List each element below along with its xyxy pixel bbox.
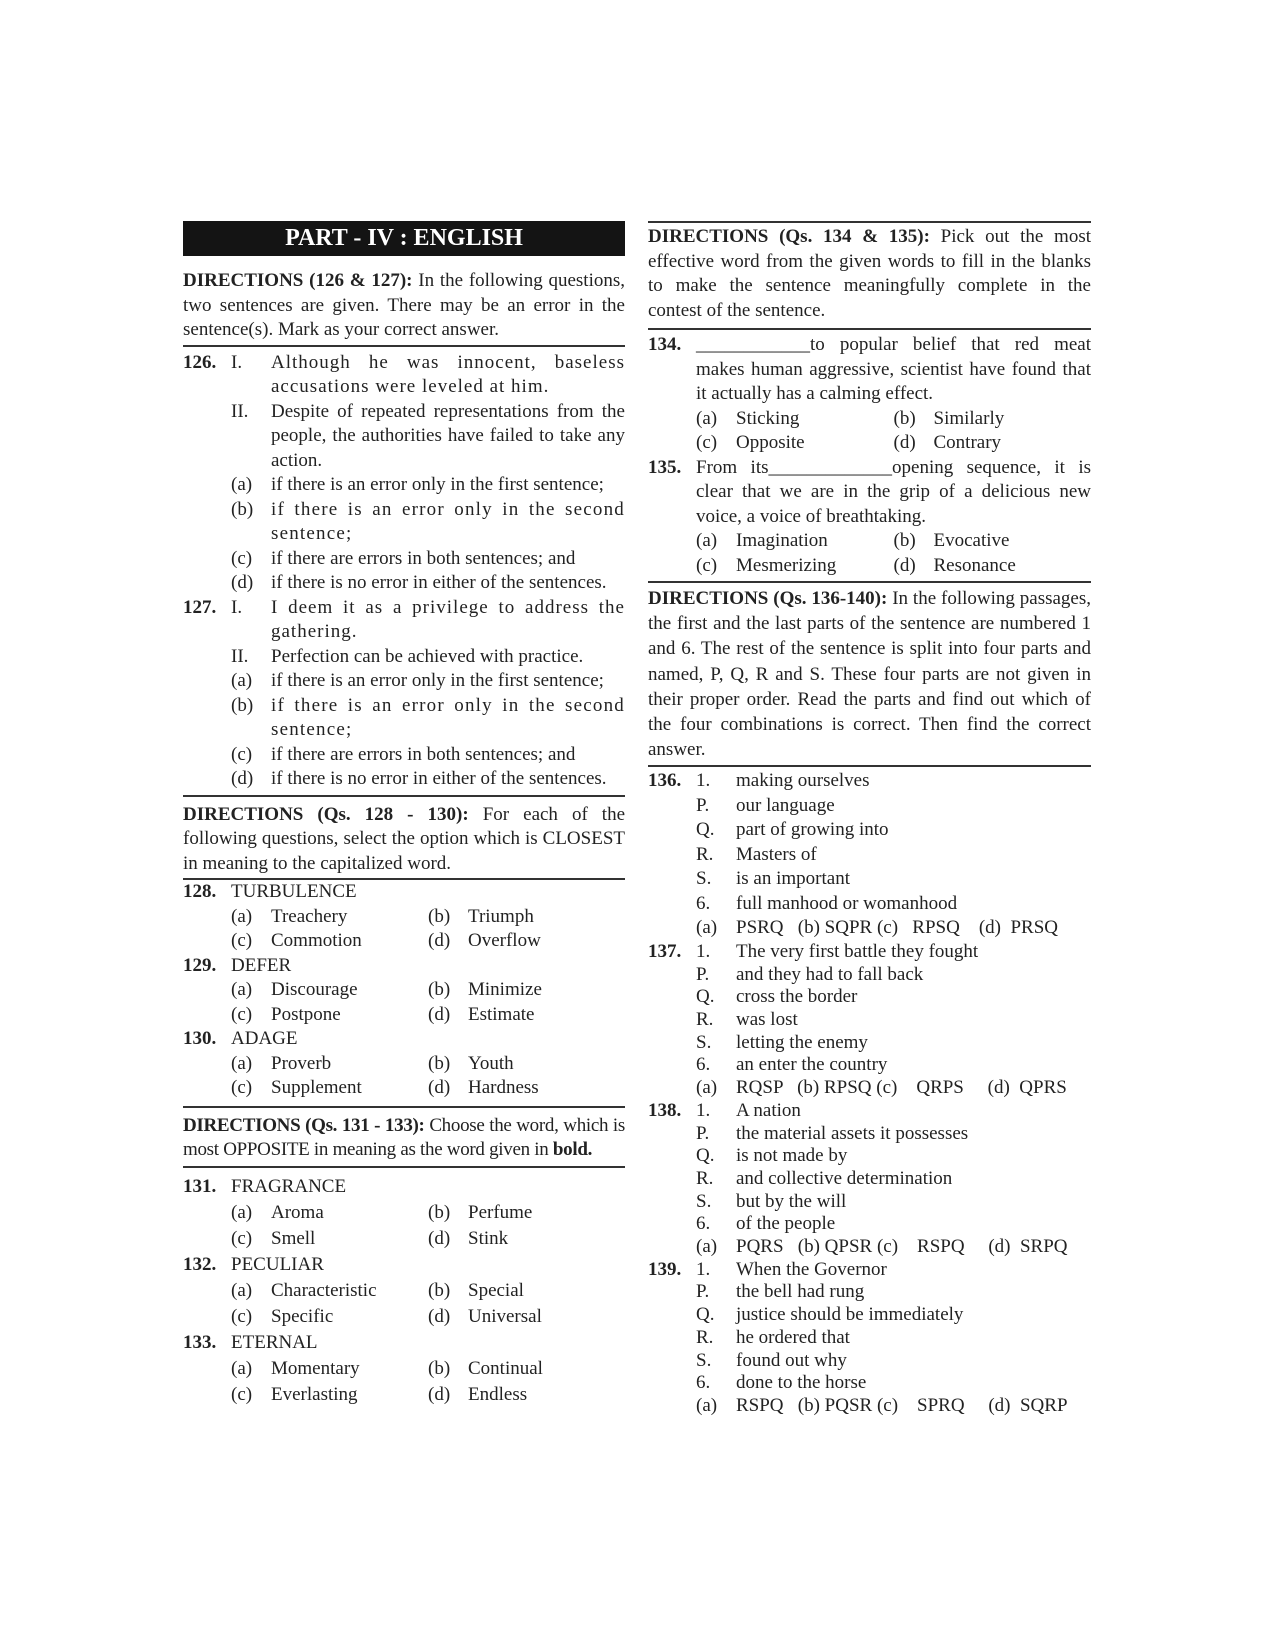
question-word: ADAGE [231, 1028, 298, 1049]
sentence-label: I. [231, 596, 243, 618]
option-a[interactable]: Discourage [271, 979, 358, 1000]
option-label: (a) [231, 474, 253, 495]
directions-heading: DIRECTIONS (Qs. 131 - 133): [183, 1114, 425, 1136]
answer-options[interactable]: RSPQ (b) PQSR (c) SPRQ (d) SQRP [736, 1394, 1068, 1416]
part-label: R. [696, 1009, 714, 1031]
part-label: Q. [696, 1145, 715, 1167]
option-label: (a) [696, 407, 718, 429]
option-label: (a) [231, 670, 253, 691]
part-label: 1. [696, 770, 711, 792]
option-b[interactable]: Youth [468, 1052, 514, 1074]
option-d[interactable]: if there is no error in either of the sentences. [271, 768, 607, 789]
question-139 [648, 1259, 1091, 1418]
divider [183, 1106, 625, 1108]
option-c[interactable]: Specific [271, 1305, 334, 1327]
option-label: (b) [893, 407, 916, 429]
part-label: 1. [696, 940, 711, 962]
option-c[interactable]: Commotion [271, 930, 362, 951]
sentence-label: II. [231, 400, 249, 422]
option-c[interactable]: Supplement [271, 1077, 362, 1098]
option-label: (c) [231, 1305, 253, 1327]
option-label: (b) [231, 498, 254, 520]
option-c[interactable]: Everlasting [271, 1383, 358, 1405]
question-word: FRAGRANCE [231, 1175, 347, 1197]
part-s: letting the enemy [736, 1031, 868, 1053]
option-label: (c) [231, 1077, 253, 1098]
option-c[interactable]: Mesmerizing [736, 554, 837, 576]
part-label: P. [696, 794, 710, 816]
option-d[interactable]: Stink [468, 1227, 509, 1249]
part-label: S. [696, 868, 712, 890]
question-number: 136. [648, 770, 682, 792]
question-134 [648, 333, 1091, 456]
part-6: done to the horse [736, 1372, 867, 1394]
option-a[interactable]: if there is an error only in the first sentence; [271, 474, 604, 495]
directions-134-135 [648, 225, 1091, 323]
option-a[interactable]: Characteristic [271, 1279, 377, 1301]
sentence-2: Perfection can be achieved with practice. [271, 645, 584, 667]
option-d[interactable]: Hardness [468, 1077, 539, 1098]
option-d[interactable]: Overflow [468, 930, 541, 951]
part-label: Q. [696, 986, 715, 1008]
question-number: 129. [183, 954, 217, 976]
directions-heading: DIRECTIONS (Qs. 128 - 130): [183, 803, 469, 825]
right-column [648, 221, 1091, 1418]
left-column [183, 221, 625, 1408]
question-word: DEFER [231, 954, 292, 976]
question-130 [183, 1027, 625, 1101]
question-135 [648, 456, 1091, 579]
option-a[interactable]: Momentary [271, 1357, 360, 1379]
directions-text: In the following questions, two sentences are given. There may be an error in the sentence(s). Mark as your correct answer. [183, 270, 625, 340]
option-label: (d) [428, 930, 451, 951]
directions-text: In the following passages, the first and the last parts of the sentence are numbered 1 and 6. The rest of the sentence is split into four parts and named, P, Q, R and S. These four parts are not given in their proper order. Read the parts and find out which of the four combinations is correct. Then find the correct answer. [648, 588, 1091, 761]
directions-heading: DIRECTIONS (126 & 127): [183, 270, 413, 291]
option-label: (a) [231, 979, 253, 1000]
option-b[interactable]: Similarly [933, 407, 1005, 429]
part-1: The very first battle they fought [736, 940, 979, 962]
answer-options[interactable]: PSRQ (b) SQPR (c) RPSQ (d) PRSQ [736, 917, 1059, 939]
part-label: P. [696, 1281, 710, 1303]
question-text: From its_____________opening sequence, it is clear that we are in the grip of a delicious new voice, a voice of breathtaking. [696, 456, 1091, 527]
part-label: R. [696, 1167, 714, 1189]
option-c[interactable]: Postpone [271, 1003, 341, 1025]
question-number: 137. [648, 940, 682, 962]
option-c[interactable]: Smell [271, 1227, 316, 1249]
option-b[interactable]: if there is an error only in the second sentence; [271, 498, 625, 544]
option-label: (c) [231, 1003, 253, 1025]
question-number: 126. [183, 351, 217, 373]
option-b[interactable]: Perfume [468, 1201, 533, 1223]
option-label: (b) [428, 1052, 451, 1074]
option-label: (a) [231, 1357, 253, 1379]
option-label: (a) [231, 1052, 253, 1074]
part-label: R. [696, 843, 714, 865]
part-label: R. [696, 1326, 714, 1348]
option-label: (c) [696, 432, 718, 453]
option-c[interactable]: Opposite [736, 432, 805, 453]
part-q: justice should be immediately [736, 1304, 964, 1326]
question-131 [183, 1174, 625, 1252]
part-label: Q. [696, 819, 715, 841]
part-label: P. [696, 963, 710, 985]
question-number: 138. [648, 1099, 682, 1121]
question-number: 132. [183, 1253, 217, 1275]
directions-128-130 [183, 803, 625, 877]
option-b[interactable]: Triumph [468, 905, 534, 927]
option-label: (b) [428, 1201, 451, 1223]
part-6: an enter the country [736, 1054, 888, 1076]
sentence-label: II. [231, 645, 249, 667]
question-number: 130. [183, 1028, 217, 1049]
part-s: but by the will [736, 1190, 847, 1212]
option-label: (d) [428, 1227, 451, 1249]
divider [648, 765, 1091, 767]
option-label: (b) [428, 1279, 451, 1301]
part-label: 6. [696, 1372, 711, 1394]
option-label: (c) [231, 1383, 253, 1405]
option-b[interactable]: Continual [468, 1357, 543, 1379]
option-label: (d) [428, 1305, 451, 1327]
option-label: (c) [231, 547, 253, 569]
question-136 [648, 769, 1091, 941]
option-b[interactable]: Minimize [468, 979, 542, 1000]
option-label: (a) [696, 530, 718, 551]
part-r: was lost [736, 1009, 798, 1031]
option-a[interactable]: Aroma [271, 1201, 324, 1223]
divider [183, 345, 625, 347]
option-label: (a) [696, 1394, 718, 1416]
question-128 [183, 880, 625, 954]
option-label: (a) [696, 1077, 718, 1099]
question-126 [183, 351, 625, 596]
option-b[interactable]: if there is an error only in the second sentence; [271, 694, 625, 740]
option-label: (c) [696, 554, 718, 576]
question-132 [183, 1252, 625, 1330]
divider [183, 1166, 625, 1168]
part-label: S. [696, 1349, 712, 1371]
part-title: PART - IV : ENGLISH [183, 221, 625, 256]
sentence-1: Although he was innocent, baseless accusations were leveled at him. [271, 351, 625, 397]
divider [183, 795, 625, 797]
option-d[interactable]: Estimate [468, 1003, 535, 1025]
part-r: he ordered that [736, 1326, 850, 1348]
option-a[interactable]: Imagination [736, 530, 828, 551]
part-p: our language [736, 794, 835, 816]
sentence-1: I deem it as a privilege to address the gathering. [271, 596, 625, 642]
part-label: Q. [696, 1304, 715, 1326]
part-label: P. [696, 1122, 710, 1144]
part-label: S. [696, 1190, 712, 1212]
option-d[interactable]: Universal [468, 1305, 542, 1327]
option-label: (d) [428, 1383, 451, 1405]
part-q: is not made by [736, 1145, 848, 1167]
option-label: (d) [893, 432, 916, 453]
question-133 [183, 1330, 625, 1408]
option-label: (a) [231, 1279, 253, 1301]
option-label: (a) [231, 905, 253, 927]
option-label: (d) [428, 1003, 451, 1025]
question-138 [648, 1100, 1091, 1259]
option-d[interactable]: Endless [468, 1383, 528, 1405]
option-d[interactable]: Resonance [933, 554, 1016, 576]
sentence-label: I. [231, 351, 243, 373]
option-a[interactable]: if there is an error only in the first sentence; [271, 670, 604, 691]
option-c[interactable]: if there are errors in both sentences; and [271, 547, 576, 569]
question-number: 139. [648, 1258, 682, 1280]
question-137 [648, 941, 1091, 1100]
option-label: (b) [428, 979, 451, 1000]
option-a[interactable]: Sticking [736, 407, 800, 429]
part-s: found out why [736, 1349, 847, 1371]
option-label: (c) [231, 1227, 253, 1249]
option-d[interactable]: if there is no error in either of the sentences. [271, 572, 607, 593]
option-c[interactable]: if there are errors in both sentences; and [271, 743, 576, 765]
option-label: (b) [428, 905, 451, 927]
part-6: of the people [736, 1213, 836, 1235]
part-label: 6. [696, 1213, 711, 1235]
part-p: and they had to fall back [736, 963, 924, 985]
question-number: 133. [183, 1331, 217, 1353]
part-r: Masters of [736, 843, 817, 865]
part-1: When the Governor [736, 1258, 887, 1280]
part-6: full manhood or womanhood [736, 892, 958, 914]
directions-bold-word: bold. [552, 1139, 593, 1160]
divider [648, 581, 1091, 583]
question-number: 127. [183, 596, 217, 618]
part-1: A nation [736, 1099, 801, 1121]
directions-heading: DIRECTIONS (Qs. 136-140): [648, 588, 888, 609]
part-label: 1. [696, 1258, 711, 1280]
directions-text: For each of the following questions, select the option which is CLOSEST in meaning to the capitalized word. [183, 803, 626, 874]
directions-heading: DIRECTIONS (Qs. 134 & 135): [648, 226, 930, 247]
option-label: (d) [231, 572, 254, 593]
question-number: 134. [648, 334, 682, 355]
part-p: the material assets it possesses [736, 1122, 969, 1144]
directions-text: Choose the word, which is most OPPOSITE in meaning as the word given in [183, 1114, 626, 1160]
option-label: (c) [231, 743, 253, 765]
part-q: part of growing into [736, 819, 889, 841]
part-label: S. [696, 1031, 712, 1053]
part-s: is an important [736, 868, 850, 890]
directions-131-133 [183, 1114, 625, 1163]
option-label: (c) [231, 930, 253, 951]
divider [648, 221, 1091, 223]
option-label: (b) [428, 1357, 451, 1379]
question-127 [183, 596, 625, 792]
option-a[interactable]: Treachery [271, 905, 348, 927]
directions-126-127 [183, 269, 625, 343]
part-1: making ourselves [736, 770, 870, 792]
sentence-2: Despite of repeated representations from the people, the authorities have failed to take any action. [271, 400, 625, 471]
option-label: (d) [893, 554, 916, 576]
option-label: (d) [231, 768, 254, 789]
directions-text: Pick out the most effective word from the given words to fill in the blanks to make the sentence meaningfully complete in the contest of the sentence. [648, 226, 1091, 321]
option-label: (a) [231, 1201, 253, 1223]
option-label: (d) [428, 1077, 451, 1098]
question-word: ETERNAL [231, 1331, 318, 1353]
part-label: 6. [696, 1054, 711, 1076]
answer-options[interactable]: RQSP (b) RPSQ (c) QRPS (d) QPRS [736, 1077, 1067, 1099]
part-p: the bell had rung [736, 1281, 865, 1303]
directions-136-140 [648, 586, 1091, 762]
question-number: 128. [183, 881, 217, 902]
option-label: (b) [231, 694, 254, 716]
option-b[interactable]: Evocative [933, 530, 1010, 551]
question-text: ____________to popular belief that red meat makes human aggressive, scientist have found that it actually has a calming effect. [696, 334, 1091, 404]
part-label: 6. [696, 892, 711, 914]
option-label: (b) [893, 530, 916, 551]
question-129 [183, 954, 625, 1028]
divider [648, 328, 1091, 330]
part-q: cross the border [736, 986, 858, 1008]
option-b[interactable]: Special [468, 1279, 524, 1301]
question-number: 135. [648, 456, 682, 478]
option-d[interactable]: Contrary [933, 432, 1002, 453]
answer-options[interactable]: PQRS (b) QPSR (c) RSPQ (d) SRPQ [736, 1236, 1068, 1258]
option-label: (a) [696, 1236, 718, 1258]
question-word: PECULIAR [231, 1253, 324, 1275]
part-r: and collective determination [736, 1167, 953, 1189]
part-label: 1. [696, 1099, 711, 1121]
option-a[interactable]: Proverb [271, 1052, 332, 1074]
option-label: (a) [696, 917, 718, 939]
question-word: TURBULENCE [231, 881, 357, 902]
question-number: 131. [183, 1175, 217, 1197]
